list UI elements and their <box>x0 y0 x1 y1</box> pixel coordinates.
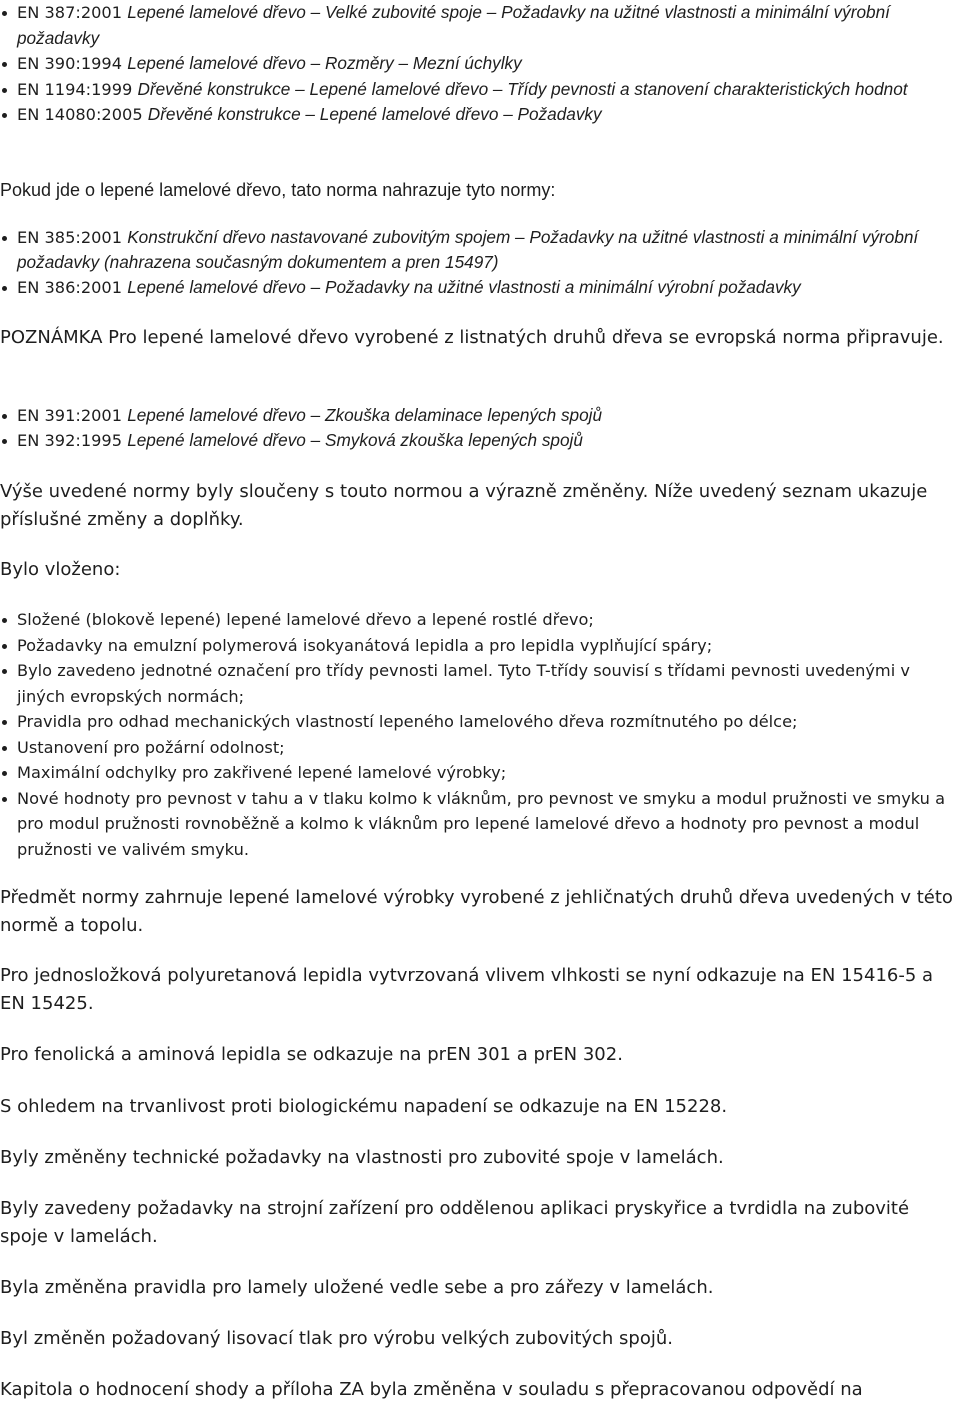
standard-code: EN 386:2001 <box>17 278 123 297</box>
lamella-rules-paragraph: Byla změněna pravidla pro lamely uložené vedle sebe a pro zářezy v lamelách. <box>0 1277 714 1298</box>
changes-list <box>0 607 958 862</box>
durability-paragraph: S ohledem na trvanlivost proti biologickému napadení se odkazuje na EN 15228. <box>0 1096 728 1117</box>
list-item: Maximální odchylky pro zakřivené lepené lamelové výrobky; <box>0 760 958 786</box>
conformity-paragraph: Kapitola o hodnocení shody a příloha ZA byla změněna v souladu s přepracovanou odpovědí na <box>0 1379 863 1400</box>
scope-paragraph: Předmět normy zahrnuje lepené lamelové výrobky vyrobené z jehličnatých druhů dřeva uvedených v této normě a topolu. <box>0 887 953 936</box>
list-item: Složené (blokově lepené) lepené lamelové dřevo a lepené rostlé dřevo; <box>0 607 958 633</box>
standard-code: EN 1194:1999 <box>17 79 133 99</box>
standard-title: Dřevěné konstrukce – Lepené lamelové dřevo – Třídy pevnosti a stanovení charakteristických hodnot <box>137 78 908 99</box>
standard-code: EN 392:1995 <box>17 431 123 450</box>
standard-code: EN 387:2001 <box>17 3 123 22</box>
finger-joint-paragraph: Byly změněny technické požadavky na vlastnosti pro zubovité spoje v lamelách. <box>0 1147 724 1168</box>
list-item: Nové hodnoty pro pevnost v tahu a v tlaku kolmo k vláknům, pro pevnost ve smyku a modul pružnosti ve smyku a pro modul pružnosti rovnoběžně a kolmo k vláknům pro lepené lamelové dřevo a hodnoty pro pevnost a modul pružnosti ve valivém smyku. <box>0 786 958 863</box>
standard-title: Lepené lamelové dřevo – Zkouška delaminace lepených spojů <box>127 405 603 425</box>
list-item: Pravidla pro odhad mechanických vlastností lepeného lamelového dřeva rozmítnutého po délce; <box>0 709 958 735</box>
merged-paragraph: Výše uvedené normy byly sloučeny s touto normou a výrazně změněny. Níže uvedený seznam ukazuje příslušné změny a doplňky. <box>0 481 928 530</box>
list-item: Bylo zavedeno jednotné označení pro třídy pevnosti lamel. Tyto T-třídy souvisí s třídami pevnosti uvedenými v jiných evropských normách; <box>0 658 958 709</box>
list-item <box>0 403 958 428</box>
list-item <box>0 102 958 128</box>
list-item <box>0 0 958 51</box>
standard-title: Lepené lamelové dřevo – Požadavky na užitné vlastnosti a minimální výrobní požadavky <box>127 277 801 297</box>
list-item: Ustanovení pro požární odolnost; <box>0 735 958 761</box>
standard-title: Dřevěné konstrukce – Lepené lamelové dřevo – Požadavky <box>147 104 602 124</box>
list-item <box>0 275 958 300</box>
polyurethane-paragraph: Pro jednosložková polyuretanová lepidla vytvrzovaná vlivem vlhkosti se nyní odkazuje na EN 15416-5 a EN 15425. <box>0 965 934 1014</box>
standard-title: Lepené lamelové dřevo – Rozměry – Mezní úchylky <box>127 53 522 73</box>
replaces-heading: Pokud jde o lepené lamelové dřevo, tato norma nahrazuje tyto normy: <box>0 180 556 200</box>
standard-code: EN 390:1994 <box>17 54 123 73</box>
standard-title: Lepené lamelové dřevo – Velké zubovité spoje – Požadavky na užitné vlastnosti a minimální výrobní požadavky <box>17 2 890 48</box>
phenolic-paragraph: Pro fenolická a aminová lepidla se odkazuje na prEN 301 a prEN 302. <box>0 1044 623 1065</box>
replaced-norms-list <box>0 225 958 300</box>
machinery-paragraph: Byly zavedeny požadavky na strojní zařízení pro oddělenou aplikaci pryskyřice a tvrdidla na zubovité spoje v lamelách. <box>0 1198 910 1247</box>
replaced-standards-list <box>0 0 958 128</box>
pressing-paragraph: Byl změněn požadovaný lisovací tlak pro výrobu velkých zubovitých spojů. <box>0 1328 674 1349</box>
list-item <box>0 225 958 275</box>
note-paragraph: POZNÁMKA Pro lepené lamelové dřevo vyrobené z listnatých druhů dřeva se evropská norma připravuje. <box>0 327 944 348</box>
standard-code: EN 385:2001 <box>17 228 123 247</box>
standard-code: EN 14080:2005 <box>17 105 143 124</box>
inserted-heading: Bylo vloženo: <box>0 559 121 580</box>
list-item <box>0 77 958 103</box>
standard-code: EN 391:2001 <box>17 406 123 425</box>
list-item <box>0 428 958 453</box>
list-item <box>0 51 958 77</box>
test-standards-list <box>0 403 958 453</box>
list-item: Požadavky na emulzní polymerová isokyanátová lepidla a pro lepidla vyplňující spáry; <box>0 633 958 659</box>
standard-title: Konstrukční dřevo nastavované zubovitým spojem – Požadavky na užitné vlastnosti a minimální výrobní požadavky (nahrazena současným dokumentem a pren 15497) <box>17 227 919 272</box>
standard-title: Lepené lamelové dřevo – Smyková zkouška lepených spojů <box>127 430 583 450</box>
